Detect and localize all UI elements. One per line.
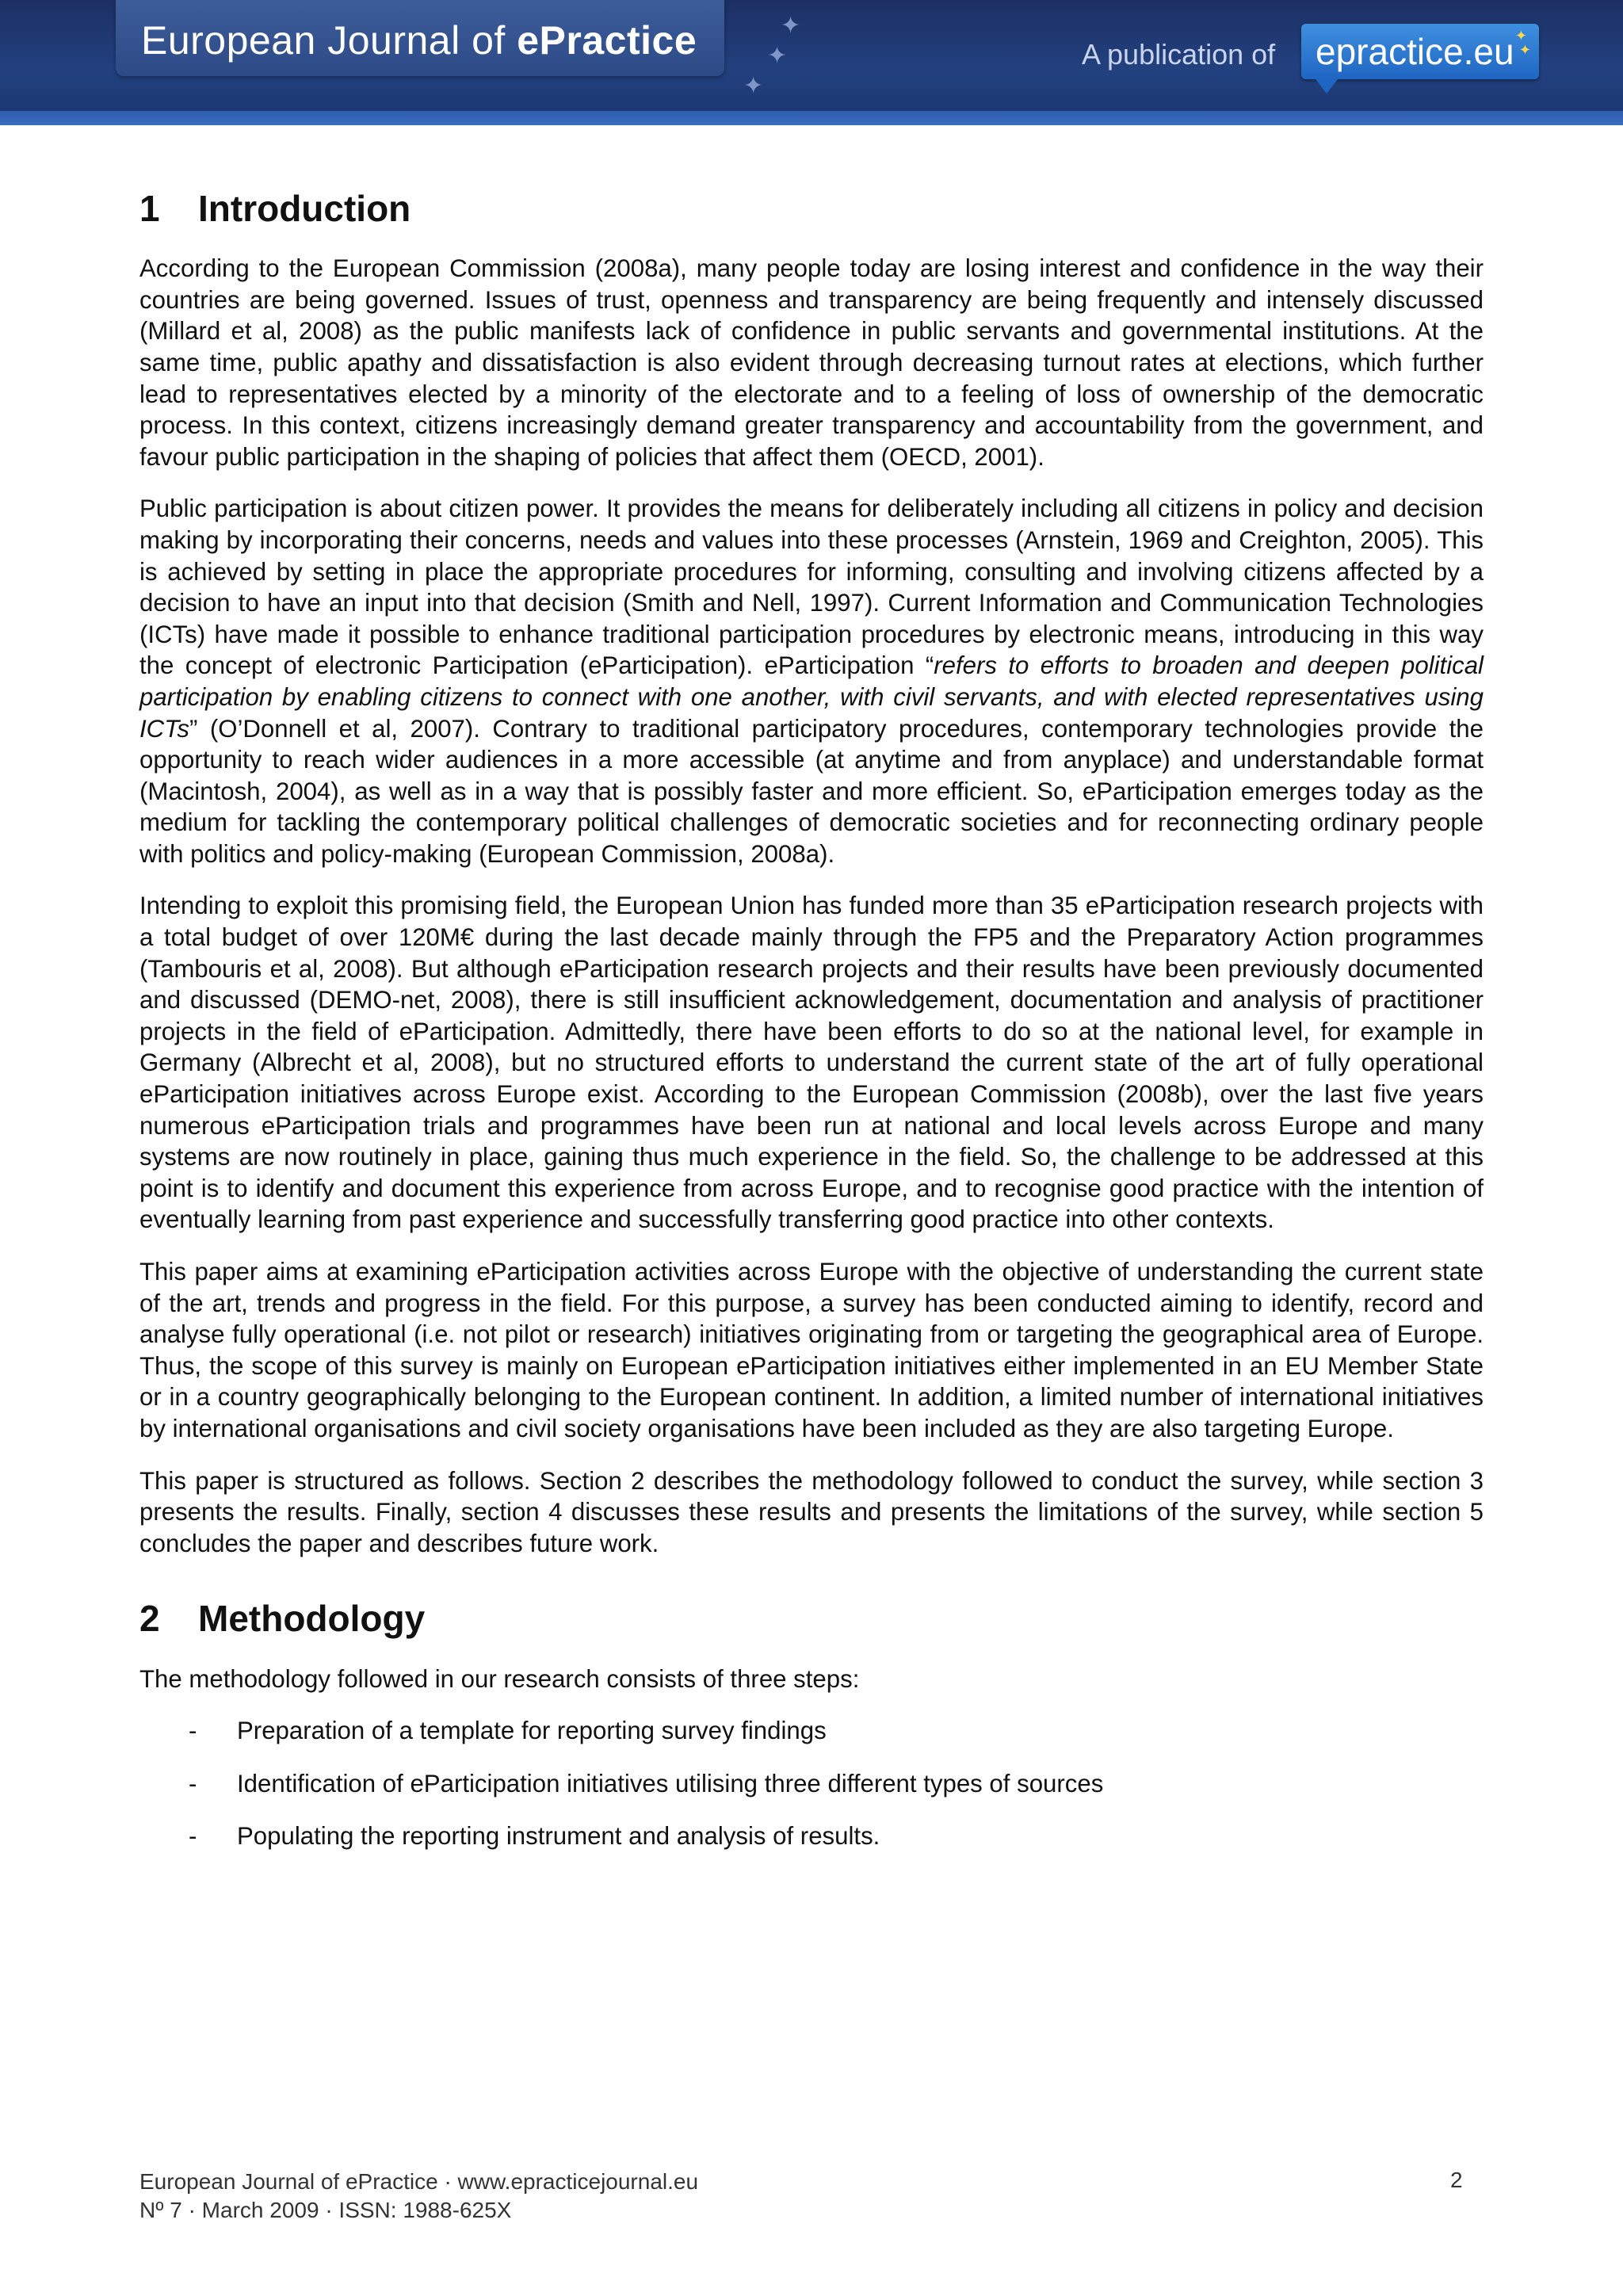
section-heading-methodology (139, 1597, 1484, 1641)
star-icon: ✦ (743, 73, 764, 99)
section-number: 2 (139, 1598, 160, 1640)
star-icon: ✦ (767, 43, 788, 69)
quotation: refers to efforts to broaden and deepen political participation by enabling citizens to connect with one another, with civil servants, and with elected representatives using ICTs (139, 651, 1484, 743)
list-item (139, 1715, 1484, 1747)
paragraph: Intending to exploit this promising field, the European Union has funded more than 35 eParticipation research projects with a total budget of over 120M€ during the last decade mainly through the FP5 and the Preparatory Action programmes (Tambouris et al, 2008). But although eParticipation research projects and their results have been previously documented and discussed (DEMO-net, 2008), there is still insufficient acknowledgement, documentation and analysis of practitioner projects in the field of eParticipation. Admittedly, there have been efforts to do so at the national level, for example in Germany (Albrecht et al, 2008), but no structured efforts to understand the current state of the art of fully operational eParticipation initiatives across Europe exist. According to the European Commission (2008b), over the last five years numerous eParticipation trials and programmes have been run at national and local levels across Europe and many systems are now routinely in place, gaining thus much experience in the field. So, the challenge to be addressed at this point is to identify and document this experience from across Europe, and to recognise good practice with the intention of eventually learning from past experience and successfully transferring good practice into other contexts. (139, 892, 1484, 1234)
section-title: Introduction (198, 188, 411, 229)
paragraph: This paper is structured as follows. Section 2 describes the methodology followed to conduct the survey, while section 3 presents the results. Finally, section 4 discusses these results and presents the limitations of the survey, while section 5 concludes the paper and describes future work. (139, 1466, 1484, 1557)
epractice-logo (1301, 24, 1539, 79)
paragraph: This paper aims at examining eParticipation activities across Europe with the objective of understanding the current state of the art, trends and progress in the field. For this purpose, a survey has been conducted aiming to identify, record and analyse fully operational (i.e. not pilot or research) initiatives originating from or targeting the geographical area of Europe. Thus, the scope of this survey is mainly on European eParticipation initiatives either implemented in an EU Member State or in a country geographically belonging to the European continent. In addition, a limited number of international initiatives by international organisations and civil society organisations have been included as they are also targeting Europe. (139, 1258, 1484, 1442)
footer-journal-line: European Journal of ePractice · www.epracticejournal.eu (139, 2169, 699, 2194)
paragraph (139, 493, 1484, 869)
page-number: 2 (1450, 2168, 1463, 2192)
list-dash: - (189, 1717, 197, 1745)
paragraph: The methodology followed in our research consists of three steps: (139, 1664, 860, 1693)
list-dash: - (189, 1822, 197, 1851)
star-icon: ✦ (781, 13, 801, 39)
list-dash: - (189, 1769, 197, 1797)
list-item (139, 1820, 1484, 1852)
section-heading-introduction (139, 187, 1484, 231)
article-content (139, 187, 1484, 1874)
section-number: 1 (139, 188, 160, 229)
logo-speech-tail (1316, 79, 1338, 94)
paragraph-text: ” (O’Donnell et al, 2007). Contrary to traditional participatory procedures, contemporary technologies provide the opportunity to reach wider audiences in a more accessible (at anytime and from anyplace) and understandable format (Macintosh, 2004), as well as in a way that is possibly faster and more efficient. So, eParticipation emerges today as the medium for tackling the contemporary political challenges of democratic societies and for reconnecting ordinary people with politics and policy-making (European Commission, 2008a). (139, 714, 1484, 868)
journal-title (141, 17, 697, 63)
journal-title-regular: European Journal of (141, 18, 506, 63)
page-footer (139, 2168, 698, 2225)
banner-stripe (0, 111, 1623, 125)
journal-banner (0, 0, 1623, 125)
list-item (139, 1768, 1484, 1800)
logo-text-thin: .eu (1463, 31, 1514, 72)
paragraph: According to the European Commission (2008a), many people today are losing interest and confidence in the way their countries are being governed. Issues of trust, openness and transparency are being frequently and intensely discussed (Millard et al, 2008) as the public manifests lack of confidence in public servants and governmental institutions. At the same time, public apathy and dissatisfaction is also evident through decreasing turnout rates at elections, which further lead to representatives elected by a minority of the electorate and to a feeling of loss of ownership of the democratic process. In this context, citizens increasingly demand greater transparency and accountability from the government, and favour public participation in the shaping of policies that affect them (OECD, 2001). (139, 254, 1484, 471)
list-item-text: Preparation of a template for reporting survey findings (237, 1717, 827, 1745)
journal-title-box (116, 0, 724, 76)
list-item-text: Identification of eParticipation initiatives utilising three different types of sources (237, 1769, 1104, 1797)
logo-text-bold: epractice (1316, 31, 1464, 72)
section-title: Methodology (198, 1598, 426, 1640)
methodology-steps-list (139, 1715, 1484, 1852)
list-item-text: Populating the reporting instrument and analysis of results. (237, 1822, 880, 1851)
publication-text: A publication of (1082, 38, 1276, 71)
eu-stars-icon: ✦ ✦ (1514, 28, 1531, 58)
paragraph-text: Public participation is about citizen power. It provides the means for deliberately including all citizens in policy and decision making by incorporating their concerns, needs and values into these processes (Arnstein, 1969 and Creighton, 2005). This is achieved by setting in place the appropriate procedures for informing, consulting and involving citizens affected by a decision to have an input into that decision (Smith and Nell, 1997). Current Information and Communication Technologies (ICTs) have made it possible to enhance traditional participation procedures by electronic means, introducing in this way the concept of electronic Participation (eParticipation). eParticipation “ (139, 495, 1484, 680)
footer-issue-line: Nº 7 · March 2009 · ISSN: 1988-625X (139, 2198, 512, 2222)
journal-title-bold: ePractice (517, 18, 697, 63)
